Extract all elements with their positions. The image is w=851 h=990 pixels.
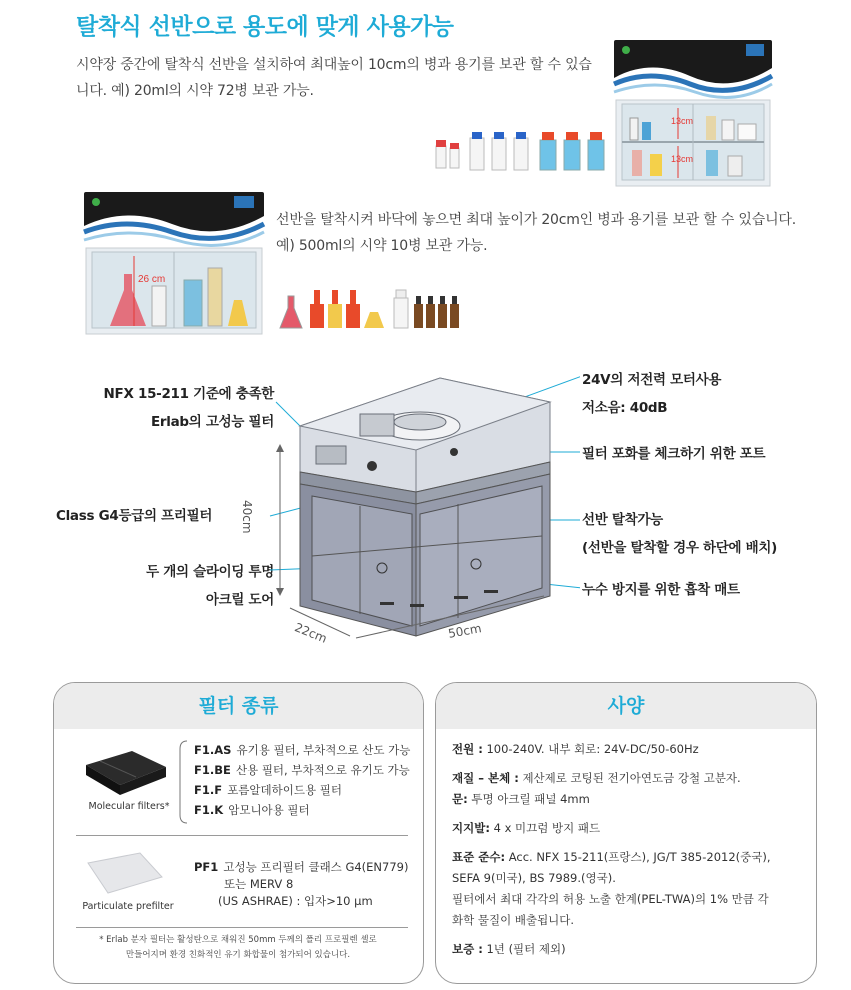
motor-callout-line2: 저소음: 40dB: [582, 400, 668, 416]
molecular-filter-caption: Molecular filters*: [88, 801, 170, 812]
spec-value: 100-240V. 내부 회로: 24V-DC/50-60Hz: [486, 742, 699, 756]
page-title: 탈착식 선반으로 용도에 맞게 사용가능: [76, 14, 454, 40]
spec-value: 투명 아크릴 패널 4mm: [471, 792, 590, 806]
spec-value: Acc. NFX 15-211(프랑스), JG/T 385-2012(중국),: [508, 850, 771, 864]
doors-callout-line1: 두 개의 슬라이딩 투명: [146, 564, 274, 580]
filter-item-f1f: [194, 779, 420, 799]
shelf-callout: [582, 506, 842, 562]
prefilter-desc-line3: (US ASHRAE) : 입자>10 μm: [218, 894, 373, 908]
depth-dimension: 22cm: [292, 620, 329, 646]
shelf-callout-line1: 선반 탈착가능: [582, 512, 663, 528]
spec-material: [452, 768, 808, 789]
large-bottles-illustration: [276, 280, 466, 332]
spec-label: 지지발:: [452, 821, 490, 835]
filter-footnote-line2: 만들어지며 환경 친화적인 유기 화합물이 첨가되어 있습니다.: [125, 950, 351, 960]
filter-divider: [76, 835, 408, 836]
filter-callout-line2: Erlab의 고성능 필터: [150, 414, 274, 430]
spec-label: 재질 – 본체 :: [452, 771, 519, 785]
specifications-panel: [435, 682, 817, 984]
spec-list: [452, 739, 808, 960]
motor-callout: [582, 366, 832, 422]
filter-code: F1.BE: [194, 763, 231, 777]
filter-types-title: 필터 종류: [54, 683, 423, 729]
shelf-removed-description: 선반을 탈착시켜 바닥에 놓으면 최대 높이가 20cm인 병과 용기를 보관 할 수 있습니다. 예) 500ml의 시약 10병 보관 가능.: [276, 212, 796, 254]
specifications-title: 사양: [436, 683, 816, 729]
filter-list: [194, 739, 420, 819]
doors-callout-line2: 아크릴 도어: [205, 592, 274, 608]
spec-label: 표준 준수:: [452, 850, 506, 864]
cabinet-cutaway-diagram: [240, 356, 580, 656]
spec-warranty: [452, 939, 808, 960]
width-dimension: 50cm: [447, 621, 483, 641]
spec-standard: [452, 847, 808, 868]
prefilter-desc-line1: 고성능 프리필터 클래스 G4(EN779): [223, 860, 409, 874]
spec-value: 1년 (필터 제외): [486, 942, 566, 956]
shelf-callout-line2: (선반을 탈착할 경우 하단에 배치): [582, 540, 777, 556]
spec-label: 전원 :: [452, 742, 483, 756]
prefilter-caption: Particulate prefilter: [82, 901, 174, 912]
spec-support: [452, 818, 808, 839]
prefilter-code: PF1: [194, 860, 219, 874]
mat-callout: 누수 방지를 위한 흡착 매트: [582, 582, 740, 598]
filter-item-f1k: [194, 799, 420, 819]
filter-item-f1as: [194, 739, 420, 759]
filter-footnote: [62, 933, 414, 963]
height-dimension: 40cm: [240, 500, 254, 534]
port-callout: 필터 포화를 체크하기 위한 포트: [582, 446, 766, 462]
spec-power: [452, 739, 808, 760]
spec-label: 문:: [452, 792, 468, 806]
cabinet-without-shelf-illustration: [80, 190, 270, 338]
filter-desc: 산용 필터, 부차적으로 유기도 가능: [235, 763, 410, 777]
motor-callout-line1: 24V의 저전력 모터사용: [582, 372, 722, 388]
filter-code: F1.AS: [194, 743, 232, 757]
spec-value: 4 x 미끄럼 방지 패드: [493, 821, 601, 835]
max-height-label: 26 cm: [138, 274, 166, 285]
filter-footnote-line1: * Erlab 분자 필터는 활성탄으로 채워진 50mm 두께의 폴리 프로필렌 셸로: [99, 935, 377, 945]
molecular-filter-image: [80, 745, 170, 801]
prefilter-details: [194, 857, 420, 910]
prefilter-desc-line2: 또는 MERV 8: [224, 877, 294, 891]
doors-callout: [40, 558, 274, 614]
filter-divider: [76, 927, 408, 928]
prefilter-image: [84, 849, 164, 899]
spec-value: 필터에서 최대 각각의 허용 노출 한계(PEL-TWA)의 1% 만큼 각: [452, 892, 769, 906]
filter-code: F1.F: [194, 783, 223, 797]
lower-height-label: 13cm: [671, 154, 694, 164]
filter-item-f1be: [194, 759, 420, 779]
spec-label: 보증 :: [452, 942, 483, 956]
filter-desc: 포름알데하이드용 필터: [227, 783, 342, 797]
filter-desc: 유기용 필터, 부차적으로 산도 가능: [236, 743, 411, 757]
filter-desc: 암모니아용 필터: [228, 803, 310, 817]
upper-height-label: 13cm: [671, 116, 694, 126]
prefilter-callout: Class G4등급의 프리필터: [56, 508, 213, 524]
cabinet-with-shelf-illustration: [610, 38, 778, 190]
filter-types-panel: [53, 682, 424, 984]
spec-door: [452, 789, 808, 810]
filter-list-bracket: [178, 739, 188, 825]
shelf-installed-description: 시약장 중간에 탈착식 선반을 설치하여 최대높이 10cm의 병과 용기를 보관 할 수 있습니다. 예) 20ml의 시약 72병 보관 가능.: [76, 57, 592, 99]
spec-value: 화학 물질이 배출됩니다.: [452, 913, 575, 927]
small-bottles-illustration: [430, 128, 610, 176]
filter-code: F1.K: [194, 803, 224, 817]
filter-callout-line1: NFX 15-211 기준에 충족한: [103, 386, 274, 402]
spec-value: SEFA 9(미국), BS 7989.(영국).: [452, 871, 616, 885]
filter-callout: [40, 380, 274, 436]
spec-value: 제산제로 코팅된 전기아연도금 강철 고분자.: [522, 771, 741, 785]
